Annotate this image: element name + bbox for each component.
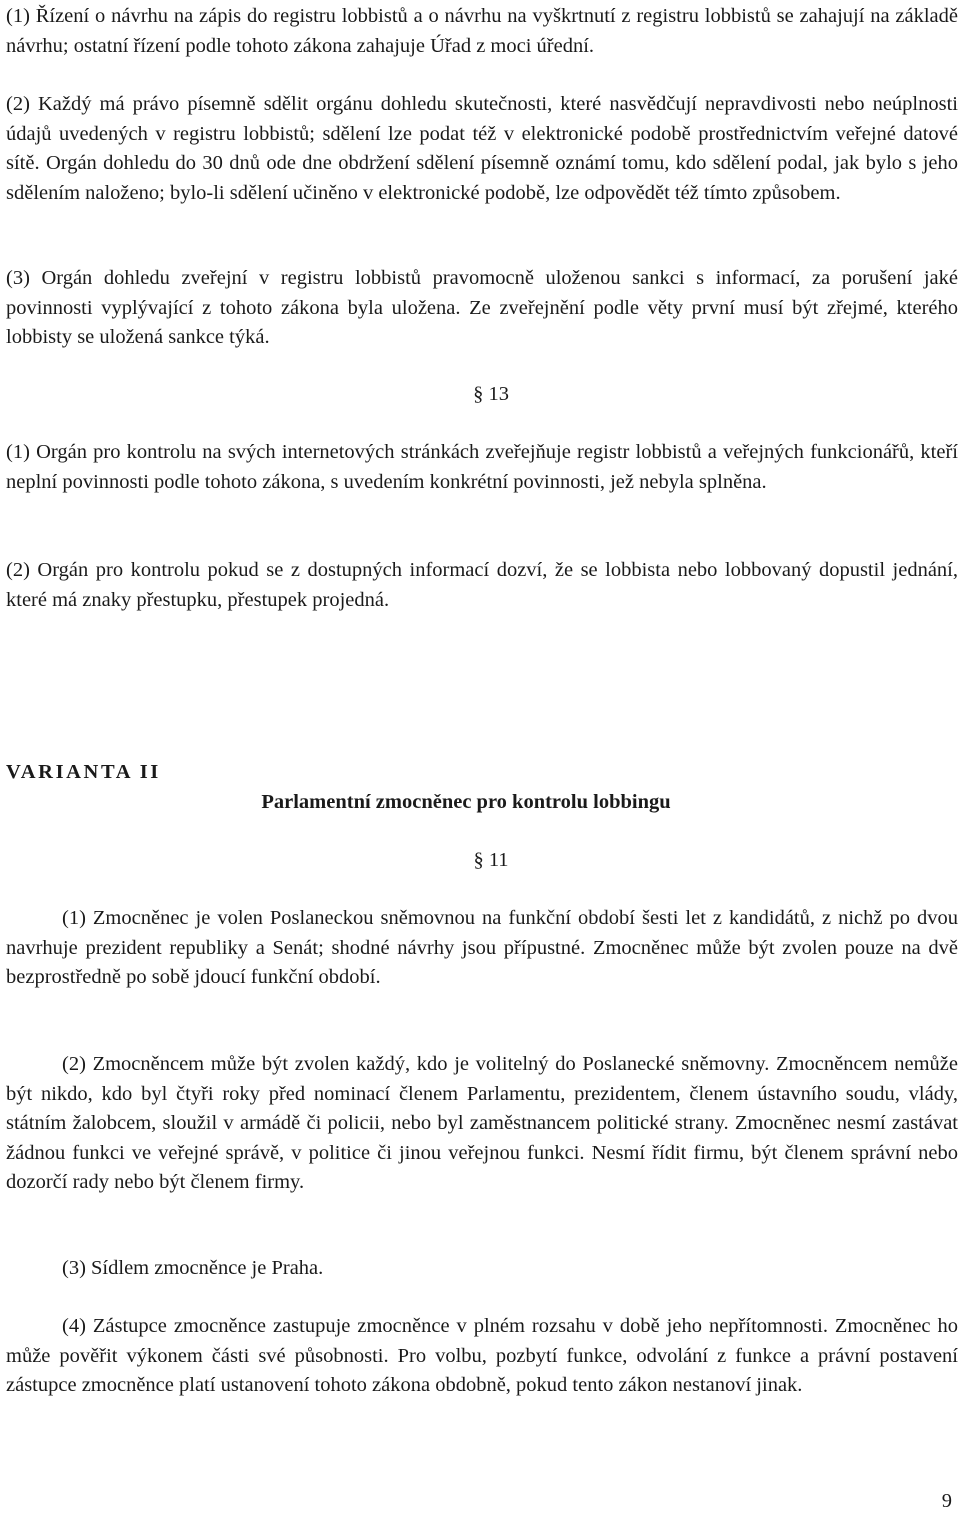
paragraph-registration-proceedings: (1) Řízení o návrhu na zápis do registru lobbistů a o návrhu na vyškrtnutí z registru lobbistů se zahajují na základě návrhu; ostatní řízení podle tohoto zákona zahajuje Úřad z moci úřední. [6,5,958,57]
paragraph-section-11-2: (2) Zmocněncem může být zvolen každý, kdo je volitelný do Poslanecké sněmovny. Zmocněncem nemůže být nikdo, kdo byl čtyři roky před nominací členem Parlamentu, prezidentem, členem ústavního soudu, vlády, státním žalobcem, sloužil v armádě či policii, nebo byl zaměstnancem politické strany. Zmocněnec nesmí zastávat žádnou funkci ve veřejné správě, v politice či jinou veřejnou funkci. Nesmí řídit firmu, být členem správní nebo dozorčí rady nebo být členem firmy. [6,1053,958,1193]
paragraph-section-11-1: (1) Zmocněnec je volen Poslaneckou sněmovnou na funkční období šesti let z kandidátů, z nichž po dvou navrhuje prezident republiky a Senát; shodné návrhy jsou přípustné. Zmocněnec může být zvolen pouze na dvě bezprostředně po sobě jdoucí funkční období. [6,907,958,988]
page-number: 9 [941,1490,952,1512]
paragraph-section-11-3: (3) Sídlem zmocněnce je Praha. [62,1257,324,1279]
paragraph-section-11-4: (4) Zástupce zmocněnce zastupuje zmocněnce v plném rozsahu v době jeho nepřítomnosti. Zmocněnec ho může pověřit výkonem části své působnosti. Pro volbu, pozbytí funkce, odvolání z funkce a právní postavení zástupce zmocněnce platí ustanovení tohoto zákona obdobně, pokud tento zákon nestanoví jinak. [6,1315,958,1396]
paragraph-section-13-1: (1) Orgán pro kontrolu na svých internetových stránkách zveřejňuje registr lobbistů a veřejných funkcionářů, kteří neplní povinnosti podle tohoto zákona, s uvedením konkrétní povinnosti, jež nebyla splněna. [6,441,958,493]
paragraph-right-to-notify: (2) Každý má právo písemně sdělit orgánu dohledu skutečnosti, které nasvědčují nepravdivosti nebo neúplnosti údajů uvedených v registru lobbistů; sdělení lze podat též v elektronické podobě prostřednictvím veřejné datové sítě. Orgán dohledu do 30 dnů ode dne obdržení sdělení písemně oznámí tomu, kdo sdělení podal, jak bylo s jeho sdělením naloženo; bylo-li sdělení učiněno v elektronické podobě, lze odpovědět též tímto způsobem. [6,93,958,204]
section-13-mark: § 13 [473,383,509,405]
variant-subheading: Parlamentní zmocněnec pro kontrolu lobbingu [261,791,671,813]
paragraph-section-13-2: (2) Orgán pro kontrolu pokud se z dostupných informací dozví, že se lobbista nebo lobbovaný dopustil jednání, které má znaky přestupku, přestupek projedná. [6,559,958,611]
section-11-mark: § 11 [473,849,509,871]
variant-heading: VARIANTA II [6,761,161,783]
paragraph-publish-sanction: (3) Orgán dohledu zveřejní v registru lobbistů pravomocně uloženou sankci s informací, za porušení jaké povinnosti vyplývající z tohoto zákona byla uložena. Ze zveřejnění podle věty první musí být zřejmé, kterého lobbisty se uložená sankce týká. [6,267,958,348]
